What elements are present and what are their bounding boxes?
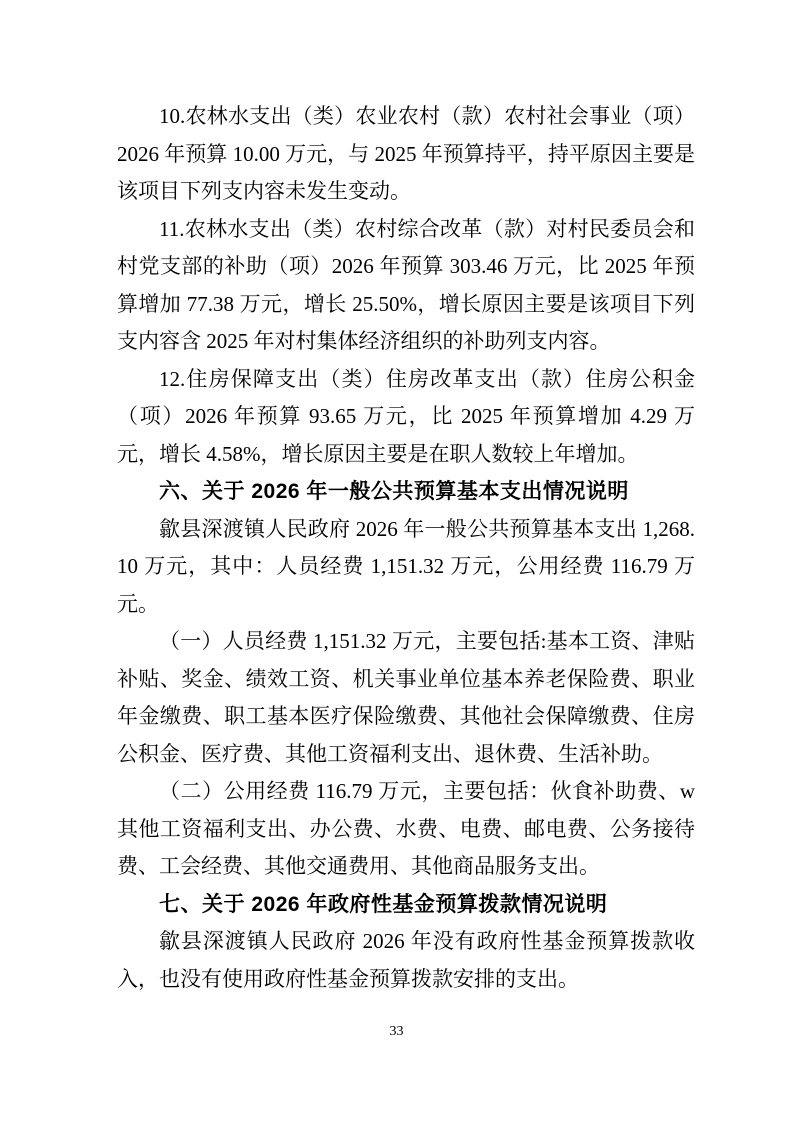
paragraph-gov-fund-statement: 歙县深渡镇人民政府 2026 年没有政府性基金预算拨款收入，也没有使用政府性基金预算拨款安排的支出。 [117,929,695,991]
section-heading-seven-gov-fund: 七、关于 2026 年政府性基金预算拨款情况说明 [159,892,608,916]
paragraph-item-12-housing-fund: 12.住房保障支出（类）住房改革支出（款）住房公积金（项）2026 年预算 93.65 万元，比 2025 年预算增加 4.29 万元，增长 4.58%，增长原因主要是在职人数较上年增加。 [117,366,695,466]
section-heading-six-basic-expenditure: 六、关于 2026 年一般公共预算基本支出情况说明 [159,480,629,503]
paragraph-item-10-agriculture-rural-social: 10.农林水支出（类）农业农村（款）农村社会事业（项）2026 年预算 10.00 万元，与 2025 年预算持平，持平原因主要是该项目下列支内容未发生变动。 [117,104,695,203]
paragraph-item-11-rural-comprehensive-reform: 11.农林水支出（类）农村综合改革（款）对村民委员会和村党支部的补助（项）2026 年预算 303.46 万元，比 2025 年预算增加 77.38 万元，增长 25.50%，增长原因主要是该项目下列支内容含 2025 年对村集体经济组织的补助列支内容。 [117,216,695,353]
page-number: 33 [389,1024,404,1039]
paragraph-public-expense-detail: （二）公用经费 116.79 万元，主要包括：伙食补助费、w其他工资福利支出、办公费、水费、电费、邮电费、公务接待费、工会经费、其他交通费用、其他商品服务支出。 [117,779,695,878]
paragraph-basic-expenditure-total: 歙县深渡镇人民政府 2026 年一般公共预算基本支出 1,268.10 万元，其中：人员经费 1,151.32 万元，公用经费 116.79 万元。 [117,516,695,616]
document-body [117,98,695,998]
paragraph-personnel-expense-detail: （一）人员经费 1,151.32 万元，主要包括:基本工资、津贴补贴、奖金、绩效工资、机关事业单位基本养老保险费、职业年金缴费、职工基本医疗保险缴费、其他社会保障缴费、住房公积金、医疗费、其他工资福利支出、退休费、生活补助。 [117,629,695,766]
